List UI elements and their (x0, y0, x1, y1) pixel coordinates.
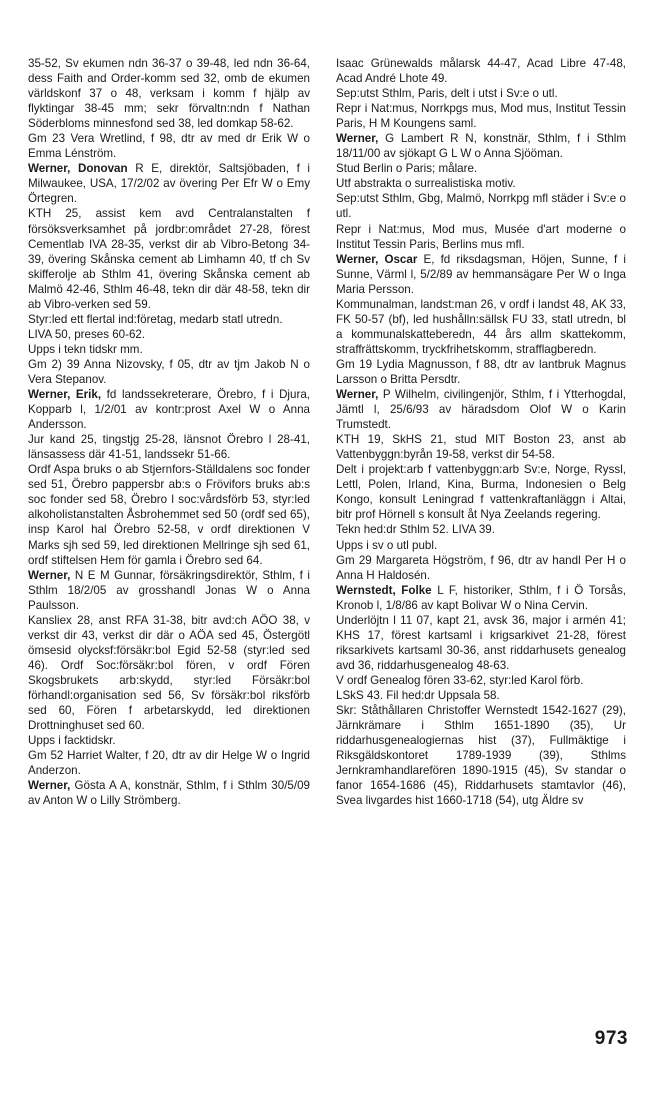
entry-text: Kansliex 28, anst RFA 31-38, bitr avd:ch AÖO 38, v verkst dir 43, verkst dir där o AÖA sed 45, Östergötl ömsesid olycksf:försäkr:bol Egid 52-58 (styr:led sed 46). Ordf Soc:försäkr:bol fören, v ordf Fören Skogsbrukets arb:skydd, styr:led Försäkr:bol förhandl:organisation sed 56, Sv försäkr:bol riksförb sed 60, Fören f arbetarskydd, led direktionen Drottninghuset sed 60. (28, 613, 310, 733)
biography-entry (28, 568, 310, 613)
biography-entry (28, 161, 310, 206)
entry-paragraph (336, 613, 626, 673)
entry-paragraph (28, 432, 310, 462)
left-column (28, 56, 310, 808)
entry-text: Tekn hed:dr Sthlm 52. LIVA 39. (336, 523, 495, 537)
entry-text: Delt i projekt:arb f vattenbyggn:arb Sv:e, Norge, Ryssl, Lettl, Polen, Irland, Kina, Burma, Indonesien o Belg Kongo, konsult Leningrad f vattenkraftanläggn i Altai, bitr prof Hörnell s konsult åt Nya Zeelands regering. (336, 463, 626, 522)
entry-text: KTH 25, assist kem avd Centralanstalten f försöksverksamhet på jordbr:området 27-28, förest Cementlab IVA 28-35, verkst dir ab Vibro-Betong 34-39, övering Skånska cement ab Limhamn 40, tf ch Sv skifferolje ab Sthlm 41, övering Skånska cement ab Malmö 42-46, Sthlm 46-48, tekn dir där 48-58, tekn dir ab Vibro-verken sed 59. (28, 207, 310, 311)
entry-text: Repr i Nat:mus, Mod mus, Musée d'art moderne o Institut Tessin Paris, Berlins mus mfl. (336, 222, 626, 251)
entry-text: Ordf Aspa bruks o ab Stjernfors-Ställdalens soc fonder sed 51, Örebro pappersbr ab:s o Frövifors bruks ab:s soc fonder sed 58, Örebro l soc:vårdsförb 53, styr:led alkoholistanstalten Åsbrohemmet sed 50 (ordf sed 65), insp Karol hal Örebro 52-58, v ordf direktionen V Marks sjh sed 59, led direktionen Mellringe sjh sed 61, ordf stiftelsen Hem för gamla i Örebro sed 64. (28, 463, 310, 567)
entry-text: Upps i tekn tidskr mm. (28, 342, 143, 356)
entry-text: Kommunalman, landst:man 26, v ordf i landst 48, AK 33, FK 50-57 (bf), led hushålln:sällsk FU 33, statl utredn, bl a kommunalskatteberedn, 44 års allm skattekomm, straffrättskomm, tryckfrihetskomm, strafflagberedn. (336, 297, 626, 356)
entry-paragraph (336, 56, 626, 86)
entry-name: Werner, Donovan (28, 162, 128, 176)
right-column (336, 56, 626, 808)
entry-text: Gm 52 Harriet Walter, f 20, dtr av dir Helge W o Ingrid Anderzon. (28, 749, 310, 778)
entry-text: P Wilhelm, civilingenjör, Sthlm, f i Ytterhogdal, Jämtl l, 25/6/93 av häradsdom Olof W o Karin Trumstedt. (336, 388, 626, 432)
entry-text: L F, historiker, Sthlm, f i Ö Torsås, Kronob l, 1/8/86 av kapt Bolivar W o Nina Cervin. (336, 583, 626, 612)
entry-text: V ordf Genealog fören 33-62, styr:led Karol förb. (336, 673, 584, 687)
entry-paragraph (336, 86, 626, 101)
entry-text: N E M Gunnar, försäkringsdirektör, Sthlm, f i Sthlm 18/2/05 av grosshandl Jonas W o Anna Paulsson. (28, 568, 310, 612)
entry-text: Utf abstrakta o surrealistiska motiv. (336, 177, 516, 191)
entry-text: R E, direktör, Saltsjöbaden, f i Milwaukee, USA, 17/2/02 av övering Per Efr W o Emy Örtegren. (28, 162, 311, 206)
entry-paragraph (336, 538, 626, 553)
entry-text: LIVA 50, preses 60-62. (28, 327, 146, 341)
entry-text: Isaac Grünewalds målarsk 44-47, Acad Libre 47-48, Acad André Lhote 49. (336, 57, 626, 86)
entry-paragraph (336, 553, 626, 583)
entry-text: Gm 29 Margareta Högström, f 96, dtr av handl Per H o Anna H Haldosén. (336, 553, 626, 582)
entry-text: LSkS 43. Fil hed:dr Uppsala 58. (336, 688, 500, 702)
entry-paragraph (336, 432, 626, 462)
entry-text: Underlöjtn l 11 07, kapt 21, avsk 36, major i armén 41; KHS 17, förest kartsaml i krigsarkivet 21-28, förest riksarkivets kartsaml 30-36, anst riddarhusets genealog avd 36, riddarhusgenealog 48-63. (336, 613, 626, 672)
entry-name: Werner, (28, 568, 71, 582)
biography-entry (28, 778, 310, 808)
entry-text: Gm 2) 39 Anna Nizovsky, f 05, dtr av tjm Jakob N o Vera Stepanov. (28, 357, 310, 386)
entry-paragraph (28, 748, 310, 778)
entry-paragraph (336, 703, 626, 808)
entry-paragraph (336, 673, 626, 688)
entry-name: Wernstedt, Folke (336, 583, 432, 597)
entry-paragraph (336, 297, 626, 357)
entry-text: Sep:utst Sthlm, Gbg, Malmö, Norrkpg mfl städer i Sv:e o utl. (336, 192, 626, 221)
biography-entry (336, 252, 626, 297)
entry-paragraph (28, 206, 310, 311)
entry-text: Gm 19 Lydia Magnusson, f 88, dtr av lantbruk Magnus Larsson o Britta Persdtr. (336, 357, 626, 386)
entry-name: Werner, Erik, (28, 388, 102, 402)
entry-text: Styr:led ett flertal ind:företag, medarb statl utredn. (28, 312, 283, 326)
page-number: 973 (594, 1028, 628, 1049)
entry-text: E, fd riksdagsman, Höjen, Sunne, f i Sunne, Värml l, 5/2/89 av hemmansägare Per W o Inga Maria Persson. (336, 252, 626, 296)
entry-name: Werner, Oscar (336, 252, 418, 266)
entry-paragraph (336, 161, 626, 176)
entry-paragraph (28, 342, 310, 357)
entry-paragraph (336, 462, 626, 522)
entry-text: G Lambert R N, konstnär, Sthlm, f i Sthlm 18/11/00 av sjökapt G L W o Anna Sjööman. (336, 132, 626, 161)
entry-text: Sep:utst Sthlm, Paris, delt i utst i Sv:e o utl. (336, 87, 558, 101)
entry-paragraph (336, 688, 626, 703)
entry-name: Werner, (336, 388, 379, 402)
entry-text: Jur kand 25, tingstjg 25-28, länsnot Örebro l 28-41, länsassess där 41-51, landssekr 51-66. (28, 433, 310, 462)
entry-text: Upps i sv o utl publ. (336, 538, 438, 552)
entry-text: Gm 23 Vera Wretlind, f 98, dtr av med dr Erik W o Emma Lénström. (28, 132, 310, 161)
biography-entry (336, 387, 626, 432)
entry-paragraph (336, 222, 626, 252)
entry-paragraph (28, 733, 310, 748)
entry-paragraph (28, 312, 310, 327)
entry-text: 35-52, Sv ekumen ndn 36-37 o 39-48, led ndn 36-64, dess Faith and Order-komm sed 32, omb de ekumen världskonf 37 o 48, verksam i komm f hjälp av flyktingar 38-45 mm; sekr förvaltn:ndn f Nathan Söderbloms minnesfond sed 38, led domkap 58-62. (28, 57, 310, 131)
biography-entry (28, 387, 310, 432)
entry-paragraph (28, 357, 310, 387)
entry-name: Werner, (28, 779, 71, 793)
entry-paragraph (28, 613, 310, 733)
entry-text: fd landssekreterare, Örebro, f i Djura, Kopparb l, 1/2/01 av kontr:prost Axel W o Anna Andersson. (28, 388, 310, 432)
entry-text: Repr i Nat:mus, Norrkpgs mus, Mod mus, Institut Tessin Paris, H M Koungens saml. (336, 102, 626, 131)
entry-text: Upps i facktidskr. (28, 734, 116, 748)
entry-paragraph (336, 176, 626, 191)
entry-paragraph (336, 357, 626, 387)
entry-paragraph (28, 131, 310, 161)
entry-text: KTH 19, SkHS 21, stud MIT Boston 23, anst ab Vattenbyggn:byrån 19-58, verkst dir 54-58. (336, 433, 626, 462)
entry-text: Stud Berlin o Paris; målare. (336, 162, 478, 176)
entry-paragraph (28, 327, 310, 342)
entry-text: Skr: Ståthållaren Christoffer Wernstedt 1542-1627 (29), Järnkrämare i Sthlm 1651-1890 (35), Ur riddarhusgenealogiernas hist (37), Fullmäktige i Riksgäldskontoret 1789-1939 (39), Sthlms Jernkramhandlarefören 1890-1915 (45), Sv standar o fanor 1654-1686 (45), Riddarhusets stamtavlor (46), Svea livgardes hist 1660-1718 (54), utg Äldre sv (336, 704, 626, 808)
entry-paragraph (336, 522, 626, 537)
entry-paragraph (28, 462, 310, 567)
entry-paragraph (336, 191, 626, 221)
entry-text: Gösta A A, konstnär, Sthlm, f i Sthlm 30/5/09 av Anton W o Lilly Strömberg. (28, 779, 310, 808)
entry-paragraph (28, 56, 310, 131)
entry-name: Werner, (336, 132, 379, 146)
biography-entry (336, 131, 626, 161)
entry-paragraph (336, 101, 626, 131)
biography-entry (336, 583, 626, 613)
